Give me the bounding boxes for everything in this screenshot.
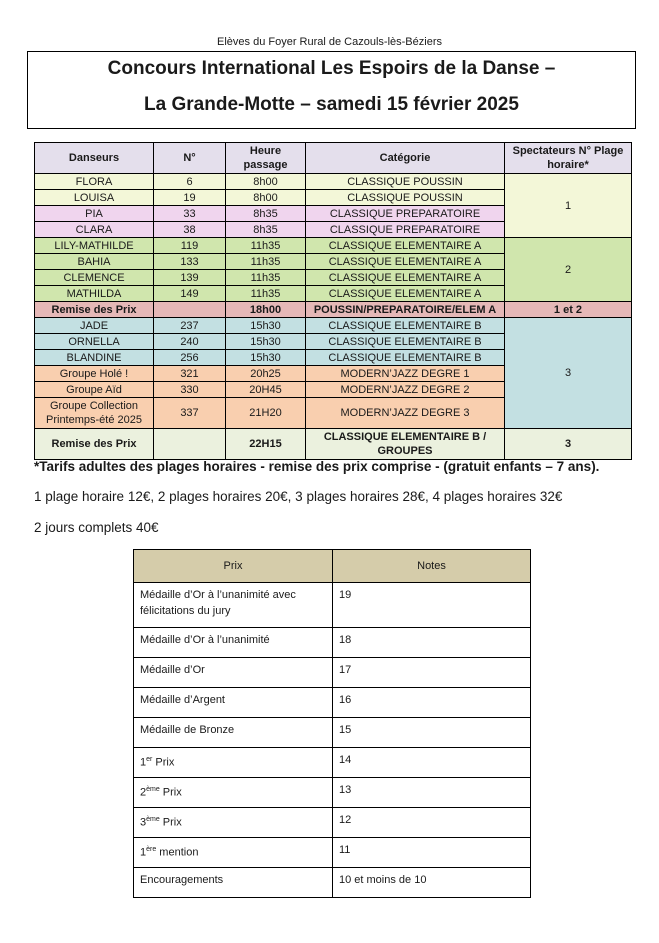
- pass-time: 11h35: [226, 254, 306, 270]
- dancer-number: 6: [154, 174, 226, 190]
- prize-score: 19: [333, 583, 531, 628]
- slot-cell: 1 et 2: [505, 302, 632, 318]
- col-header-notes: Notes: [333, 550, 531, 583]
- col-header-categorie: Catégorie: [306, 143, 505, 174]
- dancer-name: PIA: [35, 206, 154, 222]
- dancer-number: 330: [154, 382, 226, 398]
- category: MODERN’JAZZ DEGRE 1: [306, 366, 505, 382]
- pass-time: 8h35: [226, 222, 306, 238]
- category: CLASSIQUE ELEMENTAIRE A: [306, 254, 505, 270]
- schedule-header-row: [35, 143, 632, 174]
- pass-time: 18h00: [226, 302, 306, 318]
- dancer-name: BAHIA: [35, 254, 154, 270]
- dancer-number: 133: [154, 254, 226, 270]
- dancer-name: JADE: [35, 318, 154, 334]
- dancer-name: MATHILDA: [35, 286, 154, 302]
- prize-score: 15: [333, 718, 531, 748]
- prize-label: Médaille de Bronze: [134, 718, 333, 748]
- dancer-number: [154, 302, 226, 318]
- dancer-name: Groupe Collection Printemps-été 2025: [35, 398, 154, 429]
- prize-label: Encouragements: [134, 868, 333, 898]
- prize-label: 1ère mention: [134, 838, 333, 868]
- dancer-number: 119: [154, 238, 226, 254]
- dancer-name: Remise des Prix: [35, 302, 154, 318]
- col-header-heure: Heure passage: [226, 143, 306, 174]
- full-days-price: 2 jours complets 40€: [34, 520, 159, 535]
- slot-cell: 3: [505, 429, 632, 460]
- category: CLASSIQUE PREPARATOIRE: [306, 206, 505, 222]
- category: CLASSIQUE ELEMENTAIRE A: [306, 270, 505, 286]
- category: CLASSIQUE ELEMENTAIRE B: [306, 318, 505, 334]
- pass-time: 22H15: [226, 429, 306, 460]
- dancer-number: 321: [154, 366, 226, 382]
- prize-score: 10 et moins de 10: [333, 868, 531, 898]
- category: MODERN’JAZZ DEGRE 3: [306, 398, 505, 429]
- table-row: [134, 838, 531, 868]
- dancer-number: 256: [154, 350, 226, 366]
- category: MODERN’JAZZ DEGRE 2: [306, 382, 505, 398]
- prize-label: Médaille d’Argent: [134, 688, 333, 718]
- award-ceremony-row: [35, 429, 632, 460]
- table-row: [134, 808, 531, 838]
- category: CLASSIQUE ELEMENTAIRE A: [306, 238, 505, 254]
- category: CLASSIQUE ELEMENTAIRE B: [306, 334, 505, 350]
- col-header-numero: N°: [154, 143, 226, 174]
- pass-time: 8h00: [226, 190, 306, 206]
- pass-time: 8h00: [226, 174, 306, 190]
- col-header-danseurs: Danseurs: [35, 143, 154, 174]
- page-title-line-1: Concours International Les Espoirs de la Danse –: [107, 58, 556, 79]
- prize-label: 2ème Prix: [134, 778, 333, 808]
- dancer-number: 337: [154, 398, 226, 429]
- dancer-name: FLORA: [35, 174, 154, 190]
- dancer-number: [154, 429, 226, 460]
- pass-time: 8h35: [226, 206, 306, 222]
- prizes-header-row: [134, 550, 531, 583]
- category: CLASSIQUE ELEMENTAIRE B / GROUPES: [306, 429, 505, 460]
- pass-time: 20h25: [226, 366, 306, 382]
- dancer-name: CLEMENCE: [35, 270, 154, 286]
- table-row: [134, 628, 531, 658]
- category: CLASSIQUE POUSSIN: [306, 190, 505, 206]
- pass-time: 11h35: [226, 238, 306, 254]
- pass-time: 15h30: [226, 350, 306, 366]
- prize-label: Médaille d’Or: [134, 658, 333, 688]
- prize-label: 3ème Prix: [134, 808, 333, 838]
- dancer-number: 33: [154, 206, 226, 222]
- dancer-number: 38: [154, 222, 226, 238]
- category: POUSSIN/PREPARATOIRE/ELEM A: [306, 302, 505, 318]
- dancer-number: 149: [154, 286, 226, 302]
- schedule-table: [34, 142, 632, 460]
- prize-score: 11: [333, 838, 531, 868]
- dancer-name: LILY-MATHILDE: [35, 238, 154, 254]
- table-row: [134, 748, 531, 778]
- pass-time: 15h30: [226, 334, 306, 350]
- dancer-number: 19: [154, 190, 226, 206]
- table-row: [35, 318, 632, 334]
- prize-score: 18: [333, 628, 531, 658]
- dancer-name: LOUISA: [35, 190, 154, 206]
- table-row: [134, 658, 531, 688]
- col-header-prix: Prix: [134, 550, 333, 583]
- table-row: [134, 688, 531, 718]
- dancer-number: 237: [154, 318, 226, 334]
- pass-time: 15h30: [226, 318, 306, 334]
- prize-label: Médaille d’Or à l’unanimité avec félicitations du jury: [134, 583, 333, 628]
- prize-label: 1er Prix: [134, 748, 333, 778]
- tarifs-prices: 1 plage horaire 12€, 2 plages horaires 20€, 3 plages horaires 28€, 4 plages horaires 32€: [34, 489, 563, 504]
- col-header-spectateurs: Spectateurs N° Plage horaire*: [505, 143, 632, 174]
- dancer-name: BLANDINE: [35, 350, 154, 366]
- dancer-number: 139: [154, 270, 226, 286]
- document-subtitle: Elèves du Foyer Rural de Cazouls-lès-Béziers: [217, 36, 442, 48]
- page-title-line-2: La Grande-Motte – samedi 15 février 2025: [144, 94, 519, 115]
- table-row: [134, 583, 531, 628]
- dancer-name: Groupe Holé !: [35, 366, 154, 382]
- prizes-table: [133, 549, 531, 898]
- dancer-number: 240: [154, 334, 226, 350]
- table-row: [134, 718, 531, 748]
- pass-time: 11h35: [226, 286, 306, 302]
- dancer-name: ORNELLA: [35, 334, 154, 350]
- prize-score: 12: [333, 808, 531, 838]
- prize-score: 14: [333, 748, 531, 778]
- title-box: [27, 51, 636, 129]
- table-row: [35, 174, 632, 190]
- category: CLASSIQUE ELEMENTAIRE B: [306, 350, 505, 366]
- dancer-name: Groupe Aïd: [35, 382, 154, 398]
- award-ceremony-row: [35, 302, 632, 318]
- prize-score: 17: [333, 658, 531, 688]
- category: CLASSIQUE ELEMENTAIRE A: [306, 286, 505, 302]
- dancer-name: CLARA: [35, 222, 154, 238]
- pass-time: 21H20: [226, 398, 306, 429]
- table-row: [35, 238, 632, 254]
- slot-cell: 1: [505, 174, 632, 238]
- slot-cell: 2: [505, 238, 632, 302]
- dancer-name: Remise des Prix: [35, 429, 154, 460]
- pass-time: 11h35: [226, 270, 306, 286]
- prize-label: Médaille d’Or à l’unanimité: [134, 628, 333, 658]
- table-row: [134, 778, 531, 808]
- pass-time: 20H45: [226, 382, 306, 398]
- slot-cell: 3: [505, 318, 632, 429]
- category: CLASSIQUE PREPARATOIRE: [306, 222, 505, 238]
- prize-score: 16: [333, 688, 531, 718]
- tarifs-note: *Tarifs adultes des plages horaires - remise des prix comprise - (gratuit enfants – 7 ans).: [34, 459, 600, 474]
- table-row: [134, 868, 531, 898]
- prize-score: 13: [333, 778, 531, 808]
- category: CLASSIQUE POUSSIN: [306, 174, 505, 190]
